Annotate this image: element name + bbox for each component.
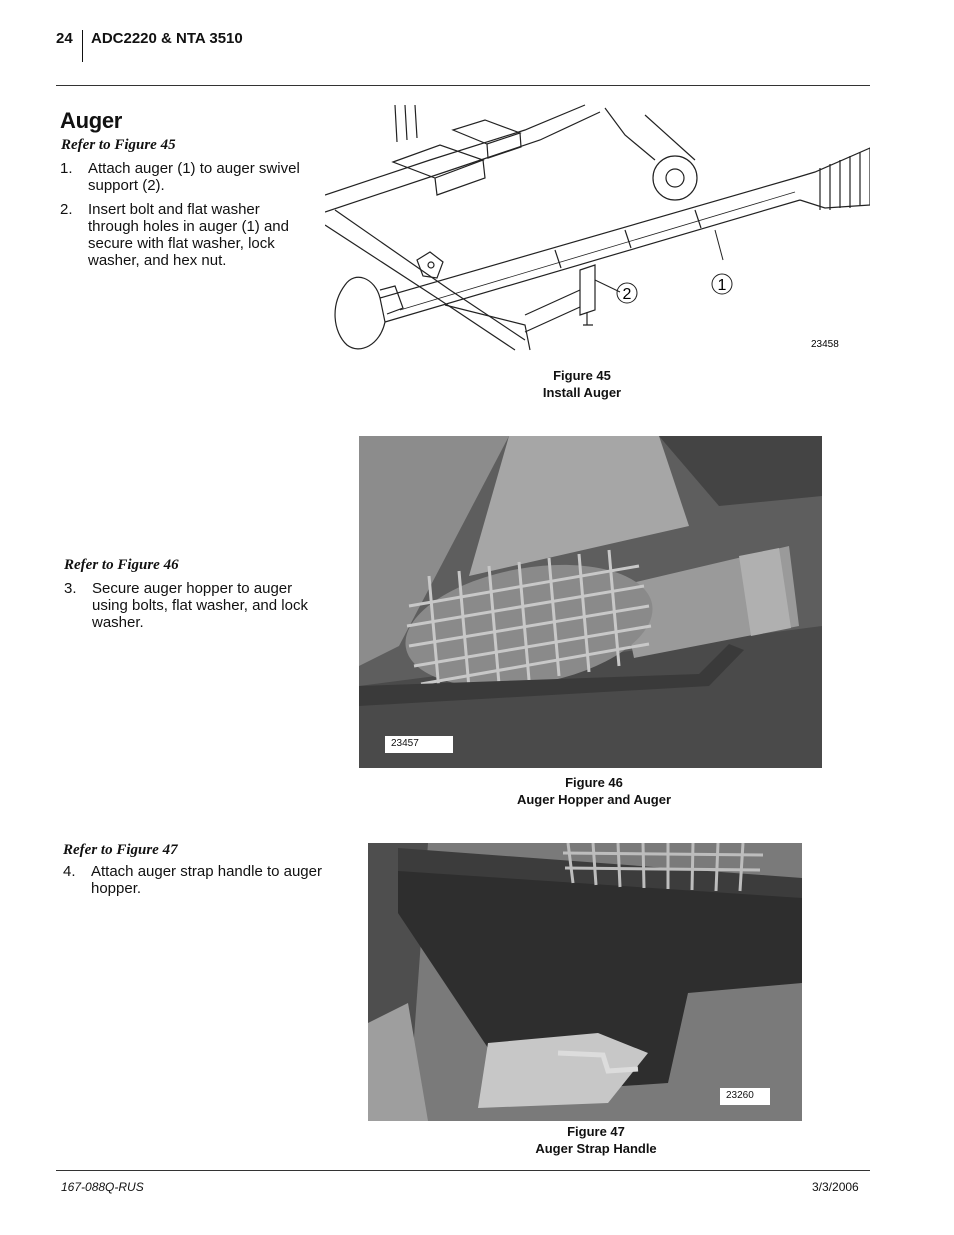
figure-46-title: Auger Hopper and Auger bbox=[516, 792, 672, 807]
step-number: 4. bbox=[63, 863, 76, 880]
auger-hopper-photo bbox=[359, 436, 822, 768]
figure-47-title: Auger Strap Handle bbox=[535, 1141, 657, 1156]
figure-47-caption bbox=[496, 1123, 696, 1157]
figure-47-image-id: 23260 bbox=[720, 1088, 770, 1105]
figure-47-number: Figure 47 bbox=[567, 1124, 625, 1139]
footer-rule bbox=[56, 1170, 870, 1171]
figure-47-photo bbox=[368, 843, 802, 1121]
step-1 bbox=[60, 160, 320, 194]
footer-date: 3/3/2006 bbox=[812, 1180, 859, 1194]
step-text: Secure auger hopper to auger using bolts, flat washer, and lock washer. bbox=[92, 580, 308, 631]
figure-46-number: Figure 46 bbox=[565, 775, 623, 790]
section-title: Auger bbox=[60, 108, 123, 133]
step-2 bbox=[60, 201, 320, 269]
figure-45-number: Figure 45 bbox=[553, 368, 611, 383]
step-4 bbox=[63, 863, 343, 899]
figure-45-image-id: 23458 bbox=[811, 339, 839, 350]
step-number: 1. bbox=[60, 160, 73, 177]
step-number: 3. bbox=[64, 580, 77, 597]
figure-45-title: Install Auger bbox=[542, 385, 622, 400]
step-number: 2. bbox=[60, 201, 73, 218]
step-text: Attach auger (1) to auger swivel support (2). bbox=[88, 160, 300, 194]
step-text: Attach auger strap handle to auger hopper. bbox=[91, 863, 322, 897]
refer-figure-45: Refer to Figure 45 bbox=[61, 137, 176, 153]
figure-45-caption bbox=[482, 367, 682, 401]
figure-46-caption bbox=[490, 774, 698, 808]
callout-2-label: 2 bbox=[622, 286, 632, 303]
auger-install-illustration bbox=[325, 100, 870, 360]
header-rule bbox=[56, 85, 870, 86]
callout-1-label: 1 bbox=[717, 277, 727, 294]
auger-strap-handle-photo bbox=[368, 843, 802, 1121]
figure-46-photo bbox=[359, 436, 822, 768]
refer-figure-47: Refer to Figure 47 bbox=[63, 842, 178, 858]
figure-46-image-id: 23457 bbox=[385, 736, 453, 753]
step-text: Insert bolt and flat washer through holes in auger (1) and secure with flat washer, lock washer, and hex nut. bbox=[88, 201, 289, 269]
figure-45-drawing bbox=[325, 100, 870, 360]
footer-doc-number: 167-088Q-RUS bbox=[61, 1180, 144, 1194]
document-title: ADC2220 & NTA 3510 bbox=[91, 30, 243, 47]
page-number: 24 bbox=[56, 30, 73, 47]
header-divider bbox=[82, 30, 83, 62]
refer-figure-46: Refer to Figure 46 bbox=[64, 557, 179, 573]
step-3 bbox=[64, 580, 334, 632]
